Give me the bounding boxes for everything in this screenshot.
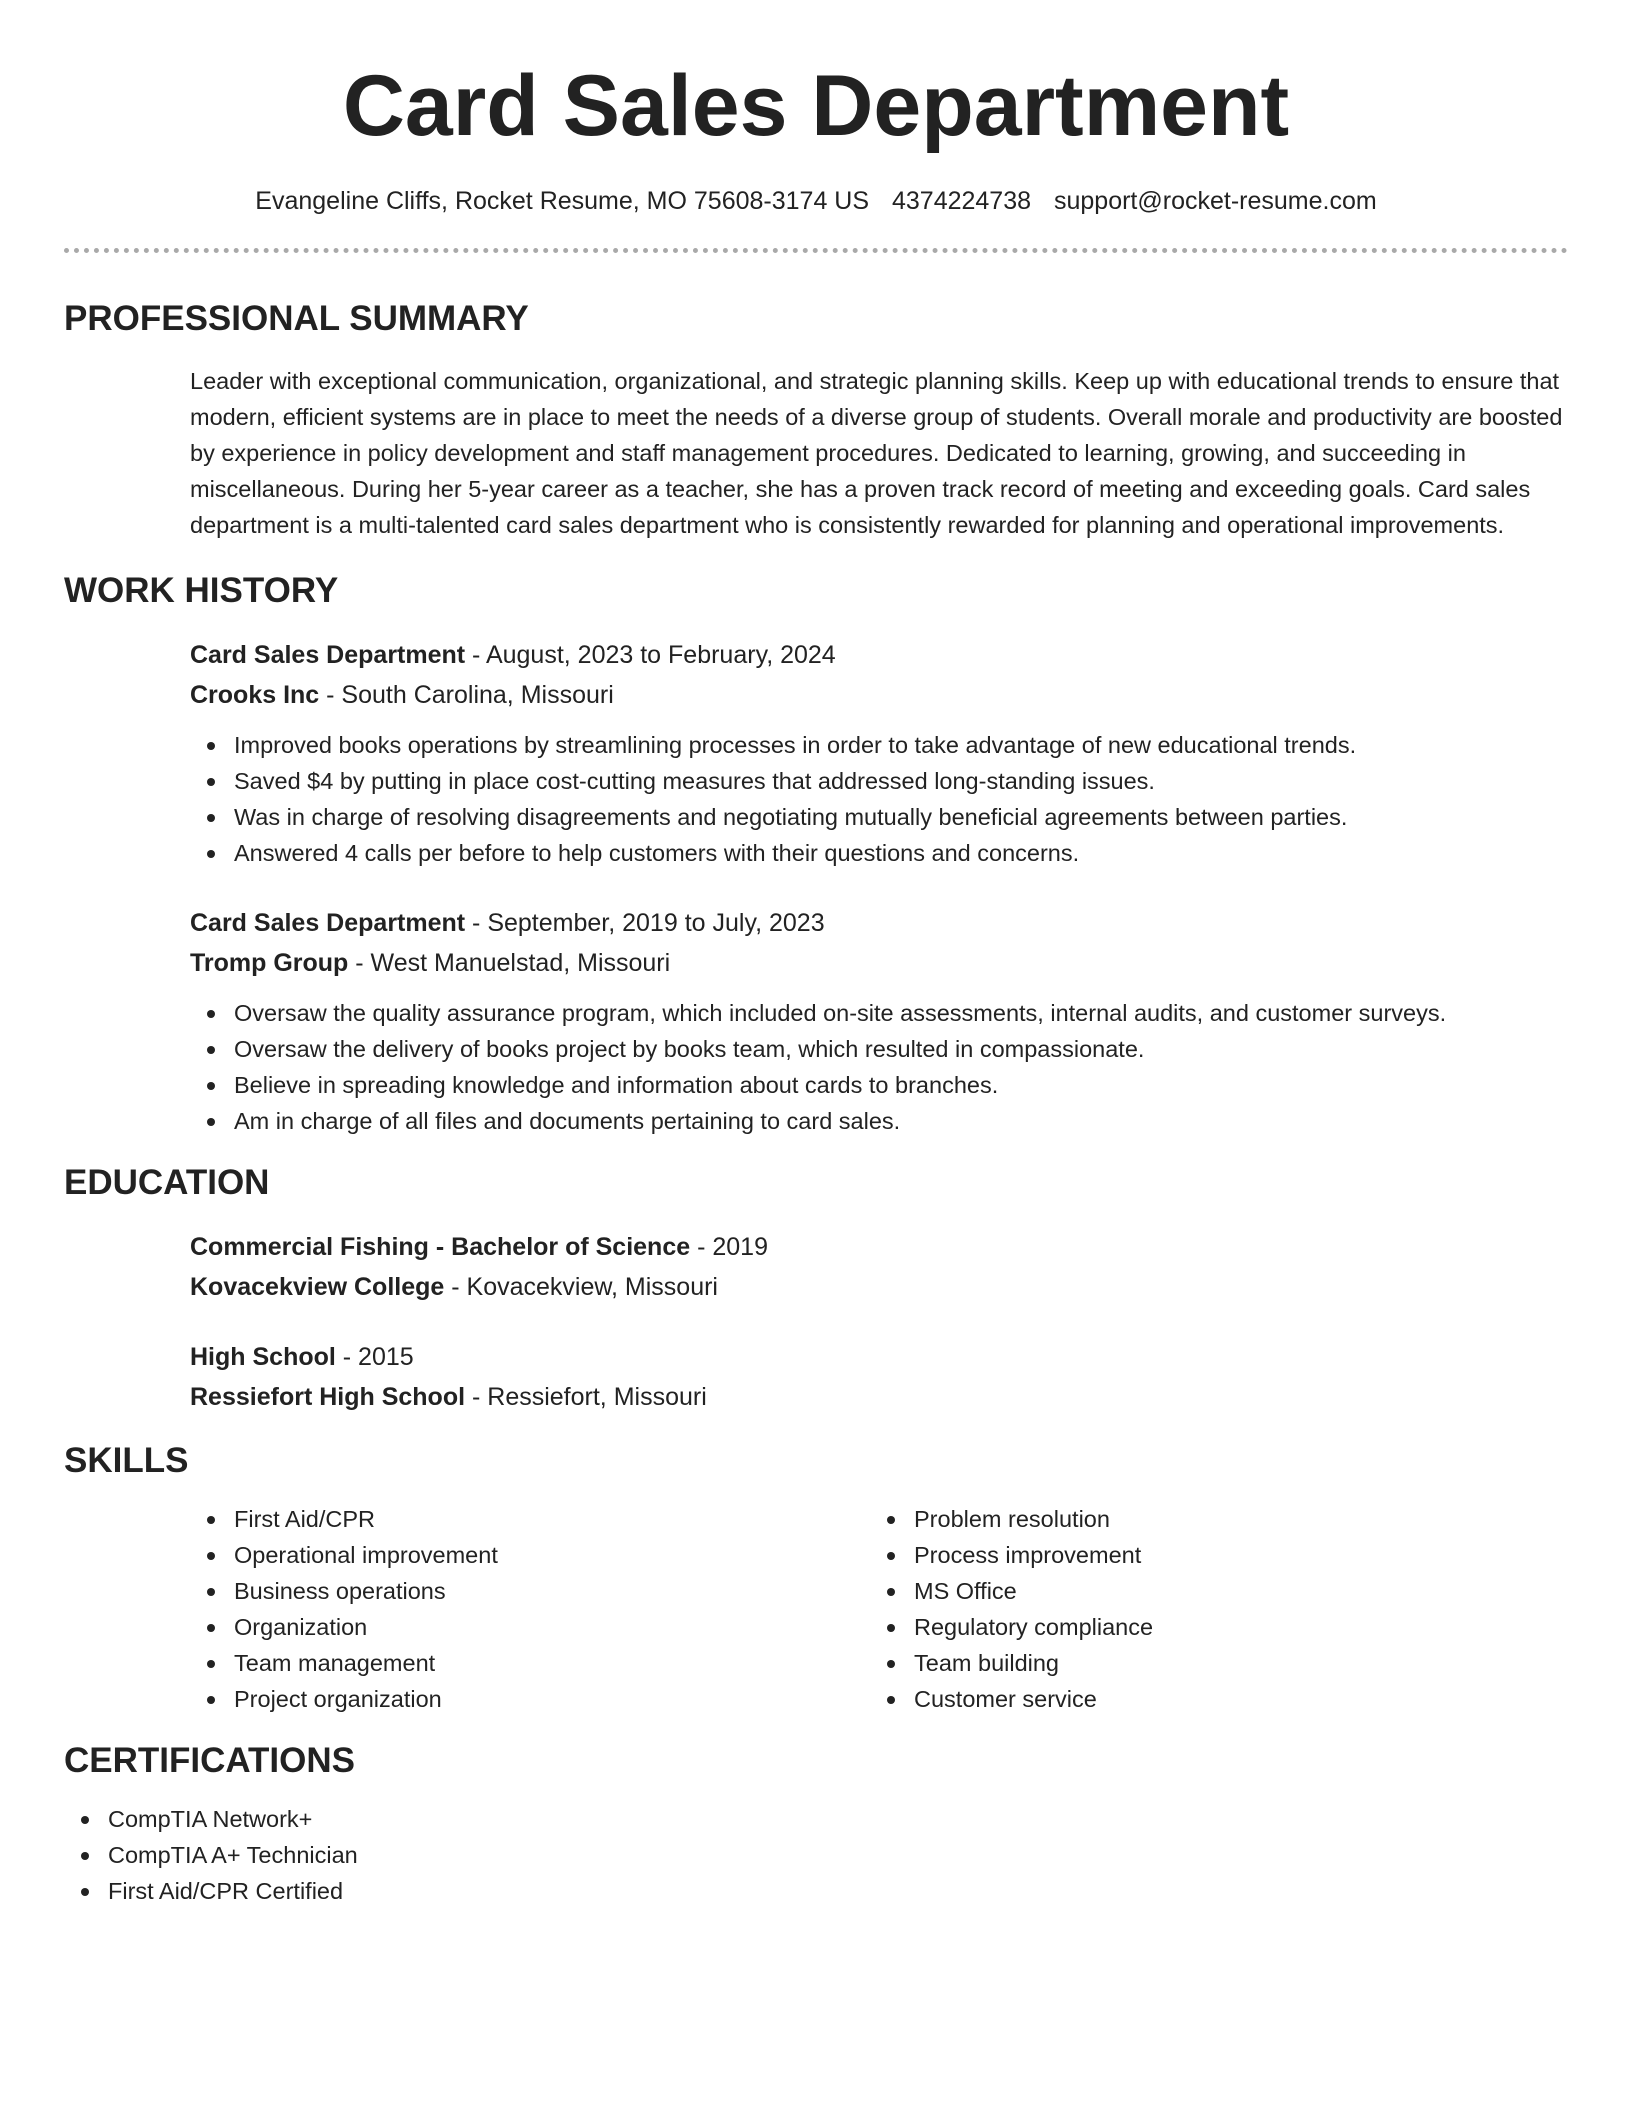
job-location: - West Manuelstad, Missouri: [348, 949, 671, 977]
contact-phone: 4374224738: [891, 187, 1032, 215]
job-title-line: [190, 903, 1568, 943]
certification-item: CompTIA A+ Technician: [64, 1837, 1568, 1873]
education-degree: Commercial Fishing - Bachelor of Science: [190, 1233, 691, 1261]
education-location: - Kovacekview, Missouri: [444, 1273, 718, 1301]
job-title-line: [190, 635, 1568, 675]
section-title-work-history: WORK HISTORY: [64, 571, 339, 610]
skill-item: Process improvement: [870, 1537, 1550, 1573]
education-degree-line: [190, 1227, 1568, 1267]
skill-item: MS Office: [870, 1573, 1550, 1609]
skills-grid: [190, 1501, 1568, 1717]
education-school-line: [190, 1377, 1568, 1417]
job-bullets: [190, 995, 1568, 1139]
skills-column-left: [190, 1501, 870, 1717]
skill-item: Operational improvement: [190, 1537, 870, 1573]
contact-address: Evangeline Cliffs, Rocket Resume, MO 75608-3174 US: [255, 187, 870, 215]
list-item: Saved $4 by putting in place cost-cutting measures that addressed long-standing issues.: [190, 763, 1568, 799]
job-company: Crooks Inc: [190, 681, 320, 709]
education-entry: [190, 1227, 1568, 1307]
list-item: Answered 4 calls per before to help customers with their questions and concerns.: [190, 835, 1568, 871]
skill-item: Business operations: [190, 1573, 870, 1609]
education-year: - 2019: [690, 1233, 768, 1261]
job-company-line: [190, 675, 1568, 715]
skill-item: Problem resolution: [870, 1501, 1550, 1537]
skill-item: Team management: [190, 1645, 870, 1681]
section-title-summary: PROFESSIONAL SUMMARY: [64, 299, 529, 338]
certification-item: CompTIA Network+: [64, 1801, 1568, 1837]
list-item: Was in charge of resolving disagreements and negotiating mutually beneficial agreements between parties.: [190, 799, 1568, 835]
job-location: - South Carolina, Missouri: [319, 681, 614, 709]
education-entry: [190, 1337, 1568, 1417]
header-divider: [64, 248, 1568, 253]
list-item: Improved books operations by streamlining processes in order to take advantage of new educational trends.: [190, 727, 1568, 763]
job-company-line: [190, 943, 1568, 983]
job-entry: [190, 903, 1568, 1139]
list-item: Believe in spreading knowledge and information about cards to branches.: [190, 1067, 1568, 1103]
section-title-certifications: CERTIFICATIONS: [64, 1741, 356, 1780]
education-degree: High School: [190, 1343, 336, 1371]
education-school: Ressiefort High School: [190, 1383, 466, 1411]
job-position: Card Sales Department: [190, 909, 466, 937]
skill-item: Regulatory compliance: [870, 1609, 1550, 1645]
list-item: Oversaw the delivery of books project by books team, which resulted in compassionate.: [190, 1031, 1568, 1067]
job-dates: - September, 2019 to July, 2023: [465, 909, 825, 937]
skill-item: Team building: [870, 1645, 1550, 1681]
education-school-line: [190, 1267, 1568, 1307]
education-school: Kovacekview College: [190, 1273, 445, 1301]
education-year: - 2015: [335, 1343, 414, 1371]
job-bullets: [190, 727, 1568, 871]
certification-item: First Aid/CPR Certified: [64, 1873, 1568, 1909]
candidate-name: Card Sales Department: [342, 58, 1290, 154]
skill-item: Project organization: [190, 1681, 870, 1717]
list-item: Oversaw the quality assurance program, which included on-site assessments, internal audits, and customer surveys.: [190, 995, 1568, 1031]
education-degree-line: [190, 1337, 1568, 1377]
job-company: Tromp Group: [190, 949, 349, 977]
summary-text: Leader with exceptional communication, organizational, and strategic planning skills. Keep up with educational trends to ensure that modern, efficient systems are in place to meet the needs of a diverse group of students. Overall morale and productivity are boosted by experience in policy development and staff management procedures. Dedicated to learning, growing, and succeeding in miscellaneous. During her 5-year career as a teacher, she has a proven track record of meeting and exceeding goals. Card sales department is a multi-talented card sales department who is consistently rewarded for planning and operational improvements.: [190, 368, 1563, 538]
job-entry: [190, 635, 1568, 871]
job-dates: - August, 2023 to February, 2024: [465, 641, 836, 669]
contact-email: support@rocket-resume.com: [1053, 187, 1377, 215]
skills-column-right: [870, 1501, 1550, 1717]
job-position: Card Sales Department: [190, 641, 466, 669]
certifications-list: [64, 1801, 1568, 1909]
contact-info: [64, 184, 1568, 218]
skill-item: Organization: [190, 1609, 870, 1645]
list-item: Am in charge of all files and documents pertaining to card sales.: [190, 1103, 1568, 1139]
section-title-education: EDUCATION: [64, 1163, 270, 1202]
skill-item: First Aid/CPR: [190, 1501, 870, 1537]
section-title-skills: SKILLS: [64, 1441, 189, 1480]
skill-item: Customer service: [870, 1681, 1550, 1717]
education-location: - Ressiefort, Missouri: [465, 1383, 707, 1411]
